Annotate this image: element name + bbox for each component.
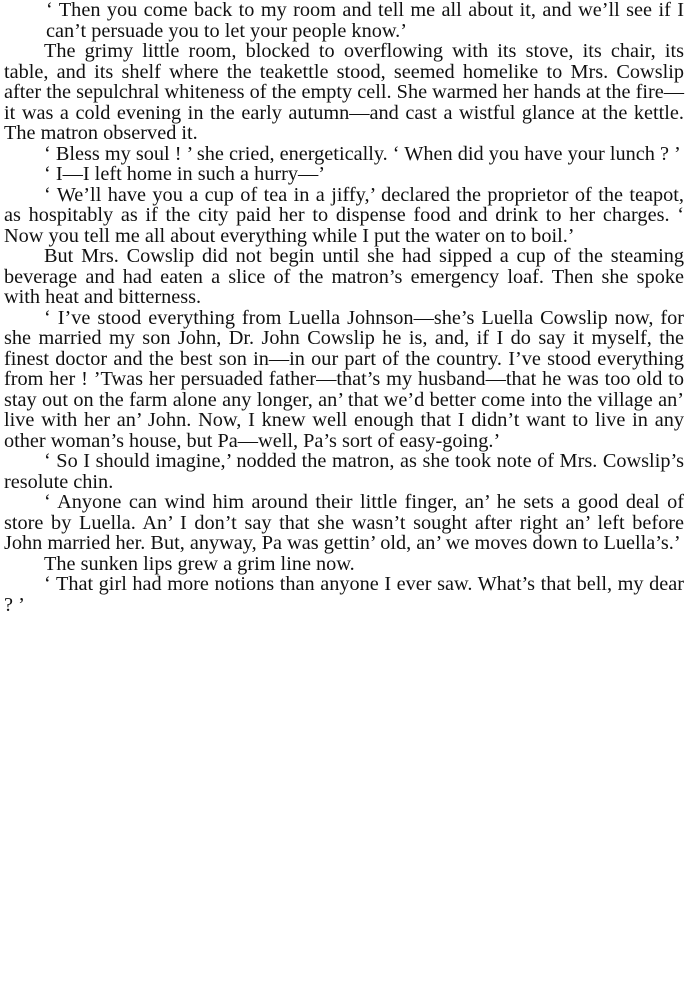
- paragraph-11: ‘ That girl had more notions than anyone I ever saw. What’s that bell, my dear ? ’: [4, 573, 684, 616]
- paragraph-7: ‘ I’ve stood everything from Luella Johnson—she’s Luella Cowslip now, for she married my son John, Dr. John Cowslip he is, and, if I do say it myself, the finest doctor and the best son in—in our part of the country. I’ve stood everything from her ! ’Twas her persuaded father—that’s my husband—that he was too old to stay out on the farm alone any longer, an’ that we’d better come into the village an’ live with her an’ John. Now, I knew well enough that I didn’t want to live in any other woman’s house, but Pa—well, Pa’s sort of easy-going.’: [4, 306, 684, 452]
- paragraph-3: ‘ Bless my soul ! ’ she cried, energetically. ‘ When did you have your lunch ? ’: [44, 142, 681, 165]
- paragraph-10: The sunken lips grew a grim line now.: [44, 552, 355, 575]
- paragraph-1: ‘ Then you come back to my room and tell me all about it, and we’ll see if I can’t persuade you to let your people know.’: [46, 0, 684, 42]
- paragraph-6: But Mrs. Cowslip did not begin until she had sipped a cup of the steaming beverage and had eaten a slice of the matron’s emergency loaf. Then she spoke with heat and bitterness.: [4, 245, 684, 308]
- article-column: [4, 0, 684, 615]
- paragraph-8: ‘ So I should imagine,’ nodded the matron, as she took note of Mrs. Cowslip’s resolute chin.: [4, 450, 684, 493]
- paragraph-2: The grimy little room, blocked to overflowing with its stove, its chair, its table, and its shelf where the teakettle stood, seemed homelike to Mrs. Cowslip after the sepulchral whiteness of the empty cell. She warmed her hands at the fire—it was a cold evening in the early autumn—and cast a wistful glance at the kettle. The matron observed it.: [4, 40, 684, 144]
- paragraph-9: ‘ Anyone can wind him around their little finger, an’ he sets a good deal of store by Luella. An’ I don’t say that she wasn’t sought after right an’ left before John married her. But, anyway, Pa was gettin’ old, an’ we moves down to Luella’s.’: [4, 491, 684, 554]
- paragraph-5: ‘ We’ll have you a cup of tea in a jiffy,’ declared the proprietor of the teapot, as hospitably as if the city paid her to dispense food and drink to her charges. ‘ Now you tell me all about everything while I put the water on to boil.’: [4, 183, 684, 247]
- paragraph-4: ‘ I—I left home in such a hurry—’: [44, 163, 326, 185]
